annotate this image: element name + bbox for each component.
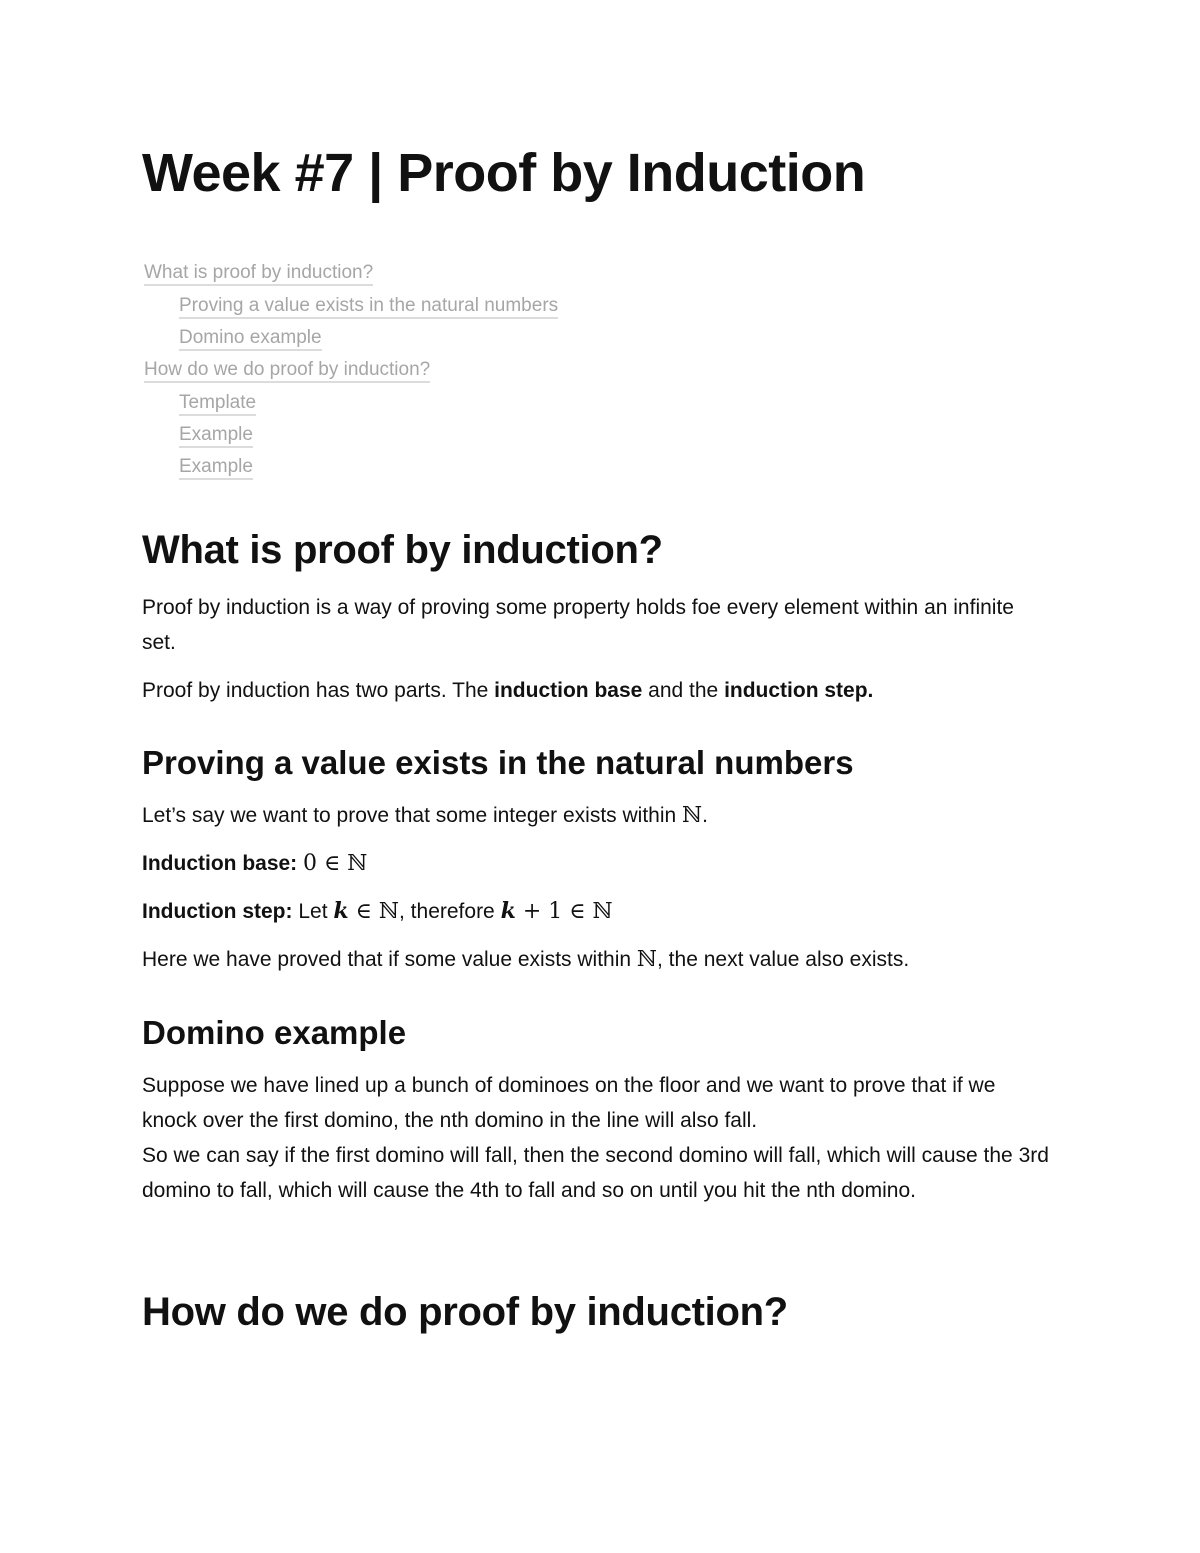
text: .: [702, 804, 708, 827]
toc-link-domino-example[interactable]: Domino example: [179, 327, 322, 351]
math-step-1: [333, 899, 399, 924]
math-naturals: ℕ: [636, 947, 658, 972]
bold-term-induction-base: induction base: [494, 679, 643, 702]
section-heading-proving-value: Proving a value exists in the natural numbers: [142, 744, 854, 781]
page-title: Week #7 | Proof by Induction: [142, 143, 866, 203]
toc-link-example-2[interactable]: Example: [179, 456, 253, 480]
label-induction-base: Induction base:: [142, 852, 298, 875]
paragraph-induction-step: [142, 894, 1052, 929]
toc-link-proving-value[interactable]: Proving a value exists in the natural numbers: [179, 295, 558, 319]
text: Let’s say we want to prove that some integer exists within: [142, 804, 683, 827]
section-heading-domino-example: Domino example: [142, 1014, 407, 1051]
text: , the next value also exists.: [657, 948, 910, 971]
paragraph-two-parts: [142, 673, 1052, 708]
label-induction-step: Induction step:: [142, 900, 293, 923]
toc-link-how-do-we[interactable]: How do we do proof by induction?: [144, 359, 430, 383]
toc-item: [144, 293, 558, 325]
text: , therefore: [399, 900, 501, 923]
math-rest: ∈ ℕ: [348, 899, 400, 924]
text: Let: [292, 900, 334, 923]
math-naturals: ℕ: [682, 803, 703, 828]
math-rest: + 1 ∈ ℕ: [515, 899, 613, 924]
paragraph-conclusion: [142, 942, 1052, 977]
section-heading-how-do-we: How do we do proof by induction?: [142, 1290, 788, 1334]
paragraph-domino-chain: So we can say if the first domino will fall, then the second domino will fall, which will cause the 3rd domino to fall, which will cause the 4th to fall and so on until you hit the nth domino.: [142, 1144, 1049, 1202]
section-heading-what-is-proof: What is proof by induction?: [142, 528, 663, 572]
toc-item: [144, 390, 558, 422]
text: Here we have proved that if some value exists within: [142, 948, 637, 971]
toc-item: [144, 454, 558, 486]
math-var: k: [333, 898, 349, 924]
toc-item: [144, 357, 558, 390]
toc-item: [144, 422, 558, 454]
text: and the: [642, 679, 725, 702]
table-of-contents: [144, 260, 558, 486]
math-base: 0 ∈ ℕ: [303, 851, 368, 876]
paragraph-lets-say: [142, 798, 1052, 833]
paragraph-induction-base: [142, 846, 1052, 881]
math-step-2: [501, 899, 613, 924]
paragraph-domino-setup: Suppose we have lined up a bunch of dominoes on the floor and we want to prove that if we knock over the first domino, the nth domino in the line will also fall.: [142, 1074, 996, 1132]
bold-term-induction-step: induction step.: [724, 679, 874, 702]
paragraph-definition: Proof by induction is a way of proving some property holds foe every element within an infinite set.: [142, 596, 1014, 654]
toc-item: [144, 260, 558, 293]
math-var: k: [500, 898, 516, 924]
toc-item: [144, 325, 558, 357]
toc-link-example-1[interactable]: Example: [179, 424, 253, 448]
text: Proof by induction has two parts. The: [142, 679, 495, 702]
toc-link-what-is-proof[interactable]: What is proof by induction?: [144, 262, 373, 286]
toc-link-template[interactable]: Template: [179, 392, 256, 416]
